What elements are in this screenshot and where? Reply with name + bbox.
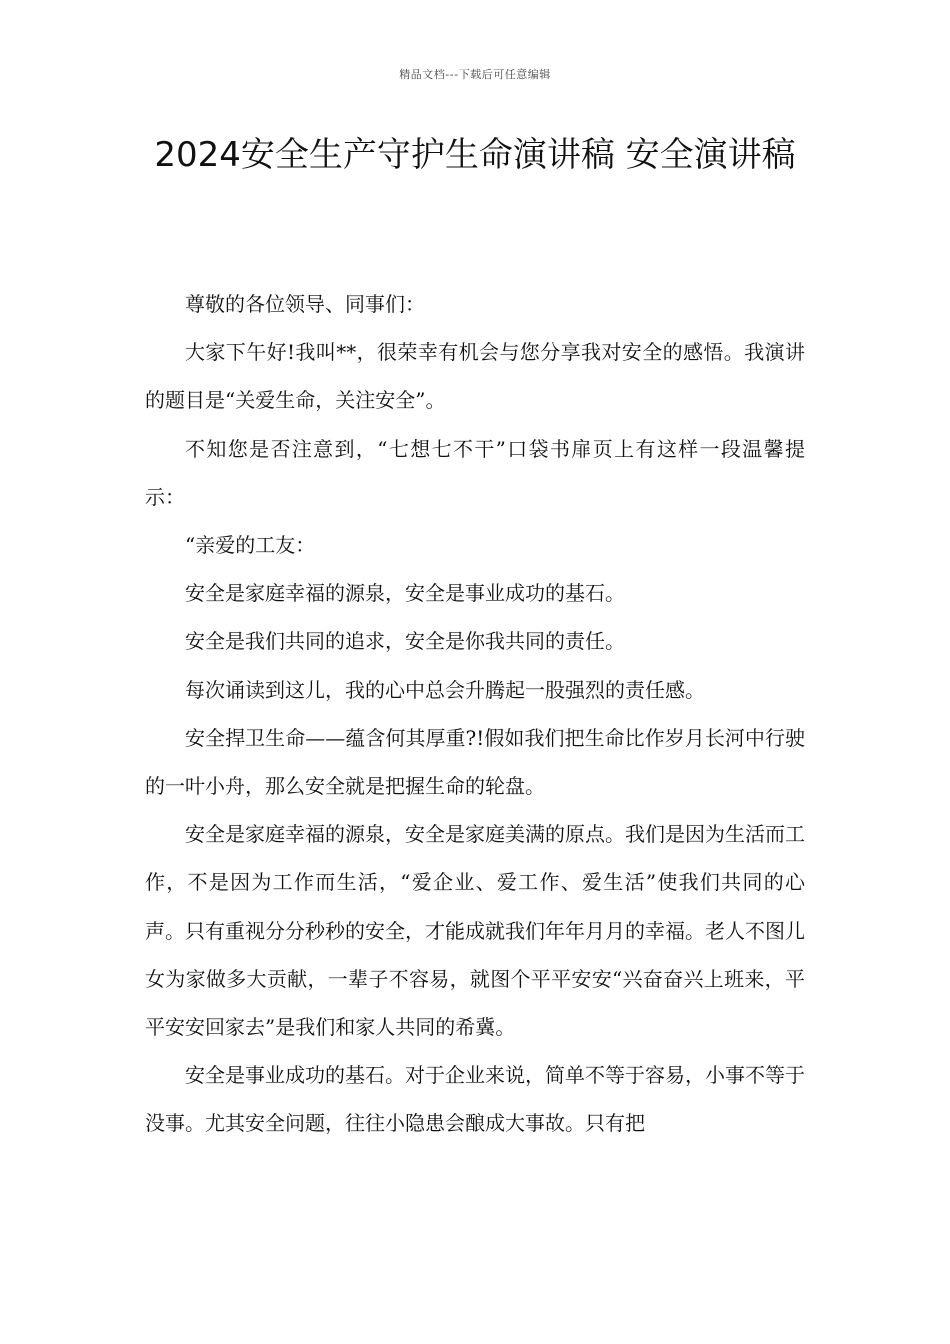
paragraph-career-foundation: 安全是事业成功的基石。对于企业来说，简单不等于容易，小事不等于没事。尤其安全问题，往往小隐患会酿成大事故。只有把 — [145, 1063, 805, 1136]
paragraph-family-happiness: 安全是家庭幸福的源泉，安全是家庭美满的原点。我们是因为生活而工作，不是因为工作而生活，“爱企业、爱工作、爱生活”使我们共同的心声。只有重视分分秒秒的安全，才能成就我们年年月月的幸福。老人不图儿女为家做多大贡献，一辈子不容易，就图个平平安安“兴奋奋兴上班来，平平安安回家去”是我们和家人共同的希冀。 — [145, 822, 805, 1040]
paragraph-quote-line-1: 安全是家庭幸福的源泉，安全是事业成功的基石。 — [185, 581, 625, 606]
page-header: 精品文档---下载后可任意编辑 — [399, 68, 551, 81]
document-body — [145, 280, 805, 1148]
paragraph-greeting: 大家下午好!我叫**，很荣幸有机会与您分享我对安全的感悟。我演讲的题目是“关爱生命，关注安全”。 — [145, 340, 805, 413]
paragraph-life-boat: 安全捍卫生命——蕴含何其厚重?!假如我们把生命比作岁月长河中行驶的一叶小舟，那么安全就是把握生命的轮盘。 — [145, 725, 805, 799]
paragraph-intro: 不知您是否注意到，“七想七不干”口袋书扉页上有这样一段温馨提示： — [145, 436, 805, 509]
paragraph-salutation: 尊敬的各位领导、同事们： — [185, 292, 425, 316]
paragraph-responsibility: 每次诵读到这儿，我的心中总会升腾起一股强烈的责任感。 — [185, 677, 705, 702]
paragraph-quote-opening: “亲爱的工友： — [185, 533, 316, 558]
document-title: 2024安全生产守护生命演讲稿 安全演讲稿 — [154, 135, 796, 175]
paragraph-quote-line-2: 安全是我们共同的追求，安全是你我共同的责任。 — [185, 629, 625, 654]
